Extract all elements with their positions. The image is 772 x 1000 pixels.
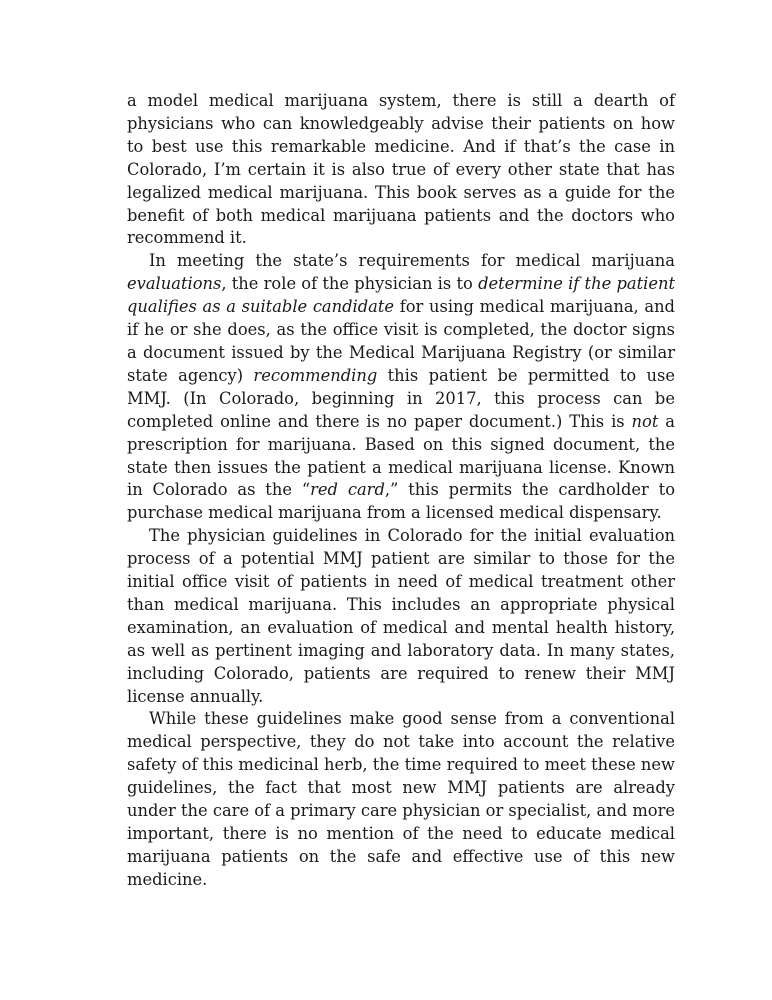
text-run: ,” this permits the cardholder to purchase medical marijuana from a licensed medical dispensary. [127,480,675,523]
emphasized-text: determine if the patient qualifies as a suitable candidate [127,274,675,317]
paragraph [127,250,675,525]
text-run: a prescription for marijuana. Based on this signed document, the state then issues the patient a medical marijuana license. Known in Colorado as the “ [127,411,676,500]
text-run: While these guidelines make good sense from a conventional medical perspective, they do not take into account the relative safety of this medicinal herb, the time required to meet these new guidelines, the fact that most new MMJ patients are already under the care of a primary care physician or specialist, and more important, there is no mention of the need to educate medical marijuana patients on the safe and effective use of this new medicine. [127,709,675,889]
paragraph [127,90,675,250]
emphasized-text: not [631,411,659,431]
emphasized-text: red card [310,480,385,500]
text-run: , the role of the physician is to [221,274,479,294]
paragraph [127,708,675,891]
text-run: this patient be permitted to use MMJ. (In Colorado, beginning in 2017, this process can be completed online and there is no paper document.) This is [127,365,675,431]
paragraph [127,525,675,708]
text-run: The physician guidelines in Colorado for the initial evaluation process of a potential MMJ patient are similar to those for the initial office visit of patients in need of medical treatment other than medical marijuana. This includes an appropriate physical examination, an evaluation of medical and mental health history, as well as pertinent imaging and laboratory data. In many states, including Colorado, patients are required to renew their MMJ license annually. [127,526,675,706]
text-run: In meeting the state’s requirements for medical marijuana [149,251,675,271]
text-run: for using medical marijuana, and if he or she does, as the office visit is completed, the doctor signs a document issued by the Medical Marijuana Registry (or similar state agency) [127,297,675,385]
emphasized-text: evaluations [127,274,222,294]
body-text [127,90,675,892]
emphasized-text: recommending [253,365,378,385]
text-run: a model medical marijuana system, there is still a dearth of physicians who can knowledgeably advise their patients on how to best use this remarkable medicine. And if that’s the case in Colorado, I’m certain it is also true of every other state that has legalized medical marijuana. This book serves as a guide for the benefit of both medical marijuana patients and the doctors who recommend it. [127,91,675,248]
